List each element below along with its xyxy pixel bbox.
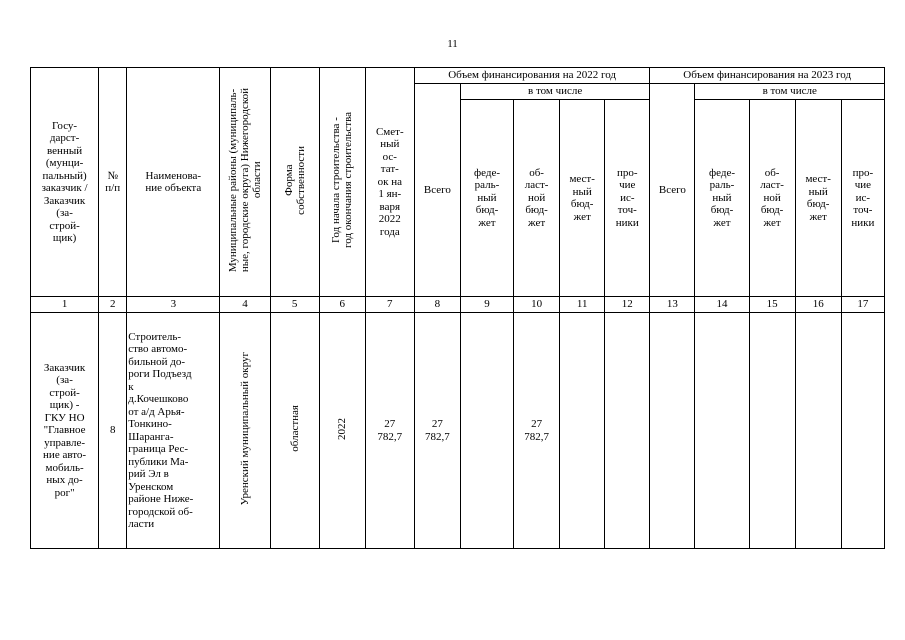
- row-regional-2022: 27 782,7: [514, 313, 560, 549]
- row-other-2022: [605, 313, 650, 549]
- header-districts: Муниципальные районы (муниципаль- ные, городские округа) Нижегородской области: [226, 88, 263, 273]
- row-total-2023: [650, 313, 695, 549]
- col-number: 8: [414, 297, 460, 313]
- col-number: 7: [365, 297, 414, 313]
- header-regional-2023: об- ласт- ной бюд- жет: [749, 100, 795, 297]
- col-number: 6: [319, 297, 365, 313]
- col-number: 13: [650, 297, 695, 313]
- col-number: 11: [560, 297, 605, 313]
- header-fin-2022: Объем финансирования на 2022 год: [414, 68, 650, 84]
- col-number: 17: [841, 297, 884, 313]
- header-customer: Госу- дарст- венный (мунци- пальный) заказчик / Заказчик (за- строй- щик): [31, 68, 99, 297]
- header-other-2022: про- чие ис- точ- ники: [605, 100, 650, 297]
- row-total-2022: 27 782,7: [414, 313, 460, 549]
- header-number: № п/п: [99, 68, 127, 297]
- row-federal-2022: [460, 313, 513, 549]
- header-total-2022: Всего: [414, 84, 460, 297]
- header-fin-2023: Объем финансирования на 2023 год: [650, 68, 885, 84]
- header-local-2022: мест- ный бюд- жет: [560, 100, 605, 297]
- row-ownership-cell: [270, 313, 319, 549]
- financing-table: [30, 67, 885, 549]
- row-district: Уренский муниципальный округ: [238, 352, 251, 506]
- header-total-2023: Всего: [650, 84, 695, 297]
- row-years-cell: [319, 313, 365, 549]
- row-regional-2023: [749, 313, 795, 549]
- row-customer: Заказчик (за- строй- щик) - ГКУ НО "Главное управле- ние авто- мобиль- ных до- рог": [31, 313, 99, 549]
- row-local-2023: [795, 313, 841, 549]
- header-districts-cell: [220, 68, 270, 297]
- row-estimate: 27 782,7: [365, 313, 414, 549]
- row-federal-2023: [695, 313, 749, 549]
- row-object-name: Строитель- ство автомо- бильной до- роги Подъезд к д.Кочешково от а/д Арья- Тонкино- Шаранга- граница Рес- публики Ма- рий Эл в Уренском районе Ниже- городской об- ласти: [127, 313, 220, 549]
- col-number: 1: [31, 297, 99, 313]
- header-estimate: Смет- ный ос- тат- ок на 1 ян- варя 2022 года: [365, 68, 414, 297]
- header-years-cell: [319, 68, 365, 297]
- col-number: 10: [514, 297, 560, 313]
- col-number: 3: [127, 297, 220, 313]
- table-row: [31, 313, 885, 549]
- header-including-2022: в том числе: [460, 84, 649, 100]
- row-local-2022: [560, 313, 605, 549]
- header-ownership: Форма собственности: [282, 145, 307, 215]
- row-years: 2022: [336, 417, 349, 440]
- col-number: 12: [605, 297, 650, 313]
- header-object-name: Наименова- ние объекта: [127, 68, 220, 297]
- header-federal-2023: феде- раль- ный бюд- жет: [695, 100, 749, 297]
- header-other-2023: про- чие ис- точ- ники: [841, 100, 884, 297]
- header-ownership-cell: [270, 68, 319, 297]
- col-number: 16: [795, 297, 841, 313]
- header-local-2023: мест- ный бюд- жет: [795, 100, 841, 297]
- header-regional-2022: об- ласт- ной бюд- жет: [514, 100, 560, 297]
- col-number: 9: [460, 297, 513, 313]
- page-number: 11: [447, 38, 458, 50]
- row-ownership: областная: [288, 405, 301, 453]
- col-number: 14: [695, 297, 749, 313]
- col-number: 2: [99, 297, 127, 313]
- row-district-cell: [220, 313, 270, 549]
- row-other-2023: [841, 313, 884, 549]
- header-including-2023: в том числе: [695, 84, 885, 100]
- header-years: Год начала строительства - год окончания строительства: [330, 112, 355, 249]
- row-number: 8: [99, 313, 127, 549]
- col-number: 15: [749, 297, 795, 313]
- col-number: 4: [220, 297, 270, 313]
- header-federal-2022: феде- раль- ный бюд- жет: [460, 100, 513, 297]
- column-number-row: [31, 297, 885, 313]
- col-number: 5: [270, 297, 319, 313]
